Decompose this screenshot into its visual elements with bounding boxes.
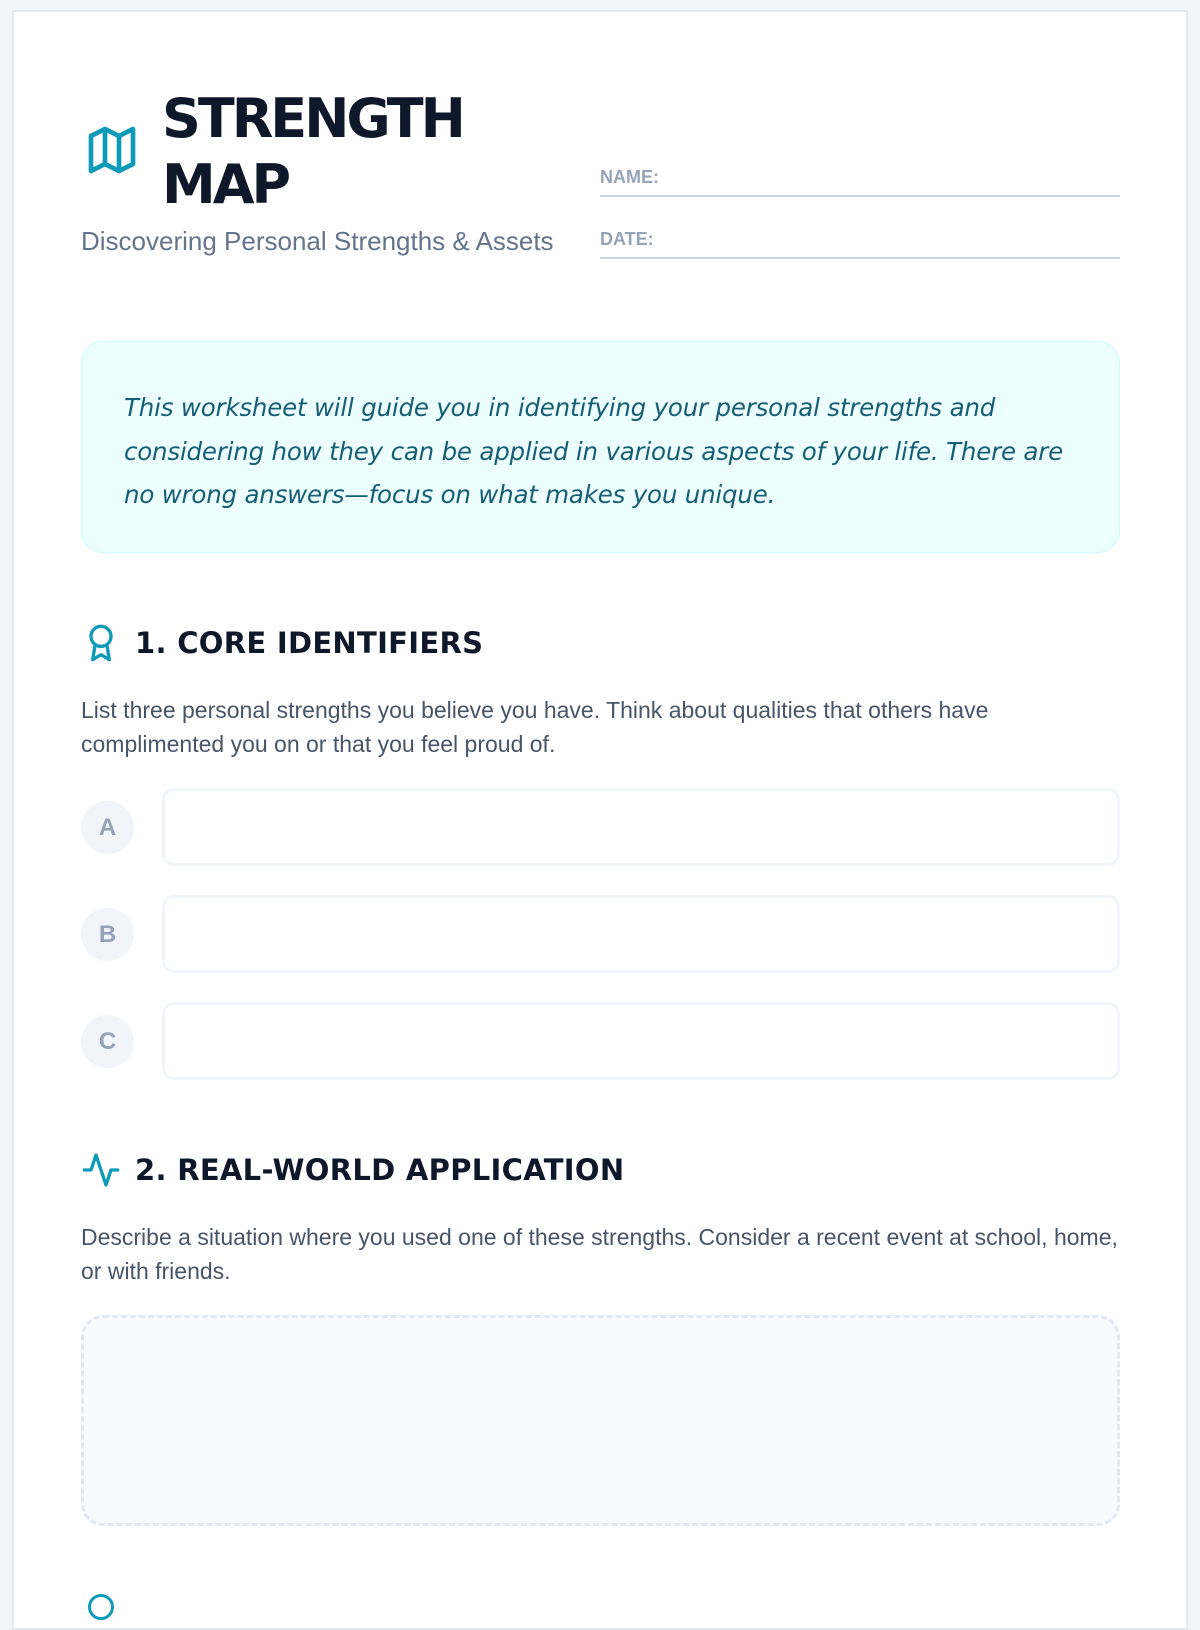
title-line-2: MAP — [162, 153, 289, 216]
item-letter-c: C — [81, 1015, 134, 1068]
section-3-icon — [88, 1594, 114, 1620]
date-label: DATE: — [600, 229, 654, 249]
intro-callout — [81, 341, 1120, 553]
name-field[interactable] — [600, 167, 1120, 197]
map-icon — [84, 122, 140, 178]
section-description: List three personal strengths you believe you have. Think about qualities that others have complimented you on or that you feel proud of. — [81, 697, 989, 757]
item-letter-a: A — [81, 801, 134, 854]
item-letter-b: B — [81, 908, 134, 961]
title-line-1: STRENGTH — [162, 87, 463, 150]
strength-input-b[interactable] — [162, 895, 1120, 973]
award-icon — [81, 623, 121, 663]
section-heading-real-world-application — [81, 1150, 624, 1190]
activity-icon — [81, 1150, 121, 1190]
section-title: 1. CORE IDENTIFIERS — [135, 626, 484, 660]
page-subtitle: Discovering Personal Strengths & Assets — [81, 226, 554, 256]
intro-text: This worksheet will guide you in identifying your personal strengths and considering how they can be applied in various aspects of your life. There are no wrong answers—focus on what makes you unique. — [124, 393, 1063, 509]
name-label: NAME: — [600, 167, 659, 187]
strength-input-c[interactable] — [162, 1002, 1120, 1080]
situation-textarea[interactable] — [81, 1315, 1120, 1526]
strength-input-a[interactable] — [162, 788, 1120, 866]
page-title — [162, 86, 463, 218]
section-heading-core-identifiers — [81, 623, 483, 663]
section-description: Describe a situation where you used one of these strengths. Consider a recent event at school, home, or with friends. — [81, 1224, 1118, 1284]
date-field[interactable] — [600, 229, 1120, 259]
section-title: 2. REAL-WORLD APPLICATION — [135, 1153, 625, 1187]
